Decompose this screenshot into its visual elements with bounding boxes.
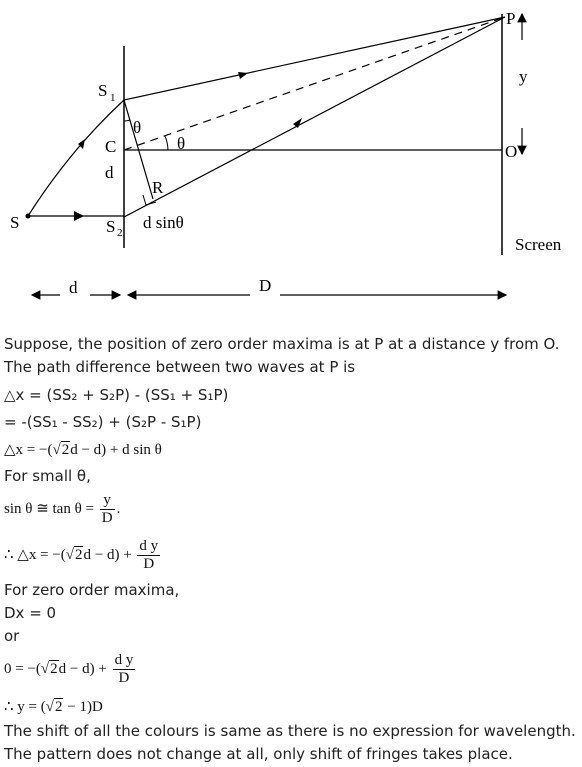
equation-sin-tan: sin θ ≅ tan θ = $\frac{y}{D}$ .	[4, 492, 121, 526]
eq7-part-b: − 1)D	[63, 699, 103, 715]
double-slit-diagram	[0, 0, 582, 312]
label-screen: Screen	[515, 235, 562, 254]
eq3-radicand: 2	[61, 442, 70, 458]
equation-delta-x	[4, 440, 162, 459]
ray-s1-arrow	[238, 72, 248, 79]
ray-s-s2-arrow	[74, 211, 84, 221]
eq6-part-b: d − d) +	[58, 660, 111, 677]
eq6-radicand: 2	[50, 660, 58, 677]
label-C: C	[105, 137, 117, 156]
label-theta-top: θ	[133, 118, 142, 137]
equation-result-y	[4, 697, 103, 716]
label-dsin: d sinθ	[143, 213, 184, 232]
sqrt-symbol: √2	[52, 442, 70, 458]
eq3-part-a: △x = −(	[4, 442, 53, 458]
text-small-theta: For small θ,	[4, 467, 91, 485]
eq5-radicand: 2	[74, 546, 83, 563]
label-S: S	[10, 213, 20, 232]
ray-s1-p	[124, 17, 505, 100]
theta-arc-mid	[165, 136, 168, 150]
equation-expanded: = -(SS₁ - SS₂) + (S₂P - S₁P)	[4, 413, 202, 431]
label-d-left: d	[105, 163, 114, 182]
text-or: or	[4, 627, 20, 645]
sqrt-symbol: √2	[40, 660, 58, 677]
eq3-part-b: d − d) + d sin θ	[70, 442, 162, 458]
eq4-denominator: D	[101, 510, 113, 526]
fraction-dy-D	[137, 538, 160, 573]
ray-s2-arrow	[293, 118, 302, 128]
eq5-part-b: d − d) +	[83, 546, 136, 563]
sqrt-symbol: √2	[45, 699, 63, 715]
fraction-dy-D	[113, 652, 136, 687]
label-theta-mid: θ	[177, 134, 186, 153]
label-S2: S	[106, 217, 116, 236]
dashed-line-c-p	[124, 17, 505, 150]
text-zero-order: For zero order maxima,	[4, 581, 180, 599]
label-d-bottom: d	[69, 278, 78, 297]
label-D-bottom: D	[259, 276, 272, 295]
eq7-part-a: ∴ y = (	[4, 699, 46, 715]
equation-delta-x-small	[4, 538, 162, 573]
sqrt-symbol: √2	[65, 546, 83, 563]
label-P: P	[506, 9, 516, 28]
fraction-y-D	[100, 492, 115, 527]
label-O: O	[505, 142, 518, 161]
eq7-radicand: 2	[54, 699, 63, 715]
eq5-denominator: D	[143, 556, 155, 572]
conclusion-line-2: The pattern does not change at all, only shift of fringes takes place.	[4, 745, 513, 763]
label-S1: S	[98, 81, 108, 100]
ray-s2-p	[124, 17, 505, 217]
eq6-denominator: D	[118, 670, 130, 686]
label-S2-sub: 2	[117, 227, 123, 239]
theta-arc-top	[124, 120, 130, 121]
equation-dx-zero: Dx = 0	[4, 604, 57, 622]
label-S1-sub: 1	[110, 92, 116, 104]
ray-s-s1	[28, 100, 124, 216]
eq6-numerator: d y	[114, 652, 134, 668]
label-R: R	[152, 178, 164, 197]
paragraph-intro: Suppose, the position of zero order maxima is at P at a distance y from O. The path difference between two waves at P is	[4, 335, 560, 376]
equation-zero-condition	[4, 652, 137, 687]
eq5-part-a: ∴ △x = −(	[4, 546, 66, 563]
eq5-numerator: d y	[139, 538, 159, 554]
conclusion-line-1: The shift of all the colours is same as there is no expression for wavelength.	[4, 722, 576, 740]
eq6-part-a: 0 = −(	[4, 660, 41, 677]
eq4-numerator: y	[100, 492, 115, 510]
equation-path-difference: △x = (SS₂ + S₂P) - (SS₁ + S₁P)	[4, 386, 229, 404]
eq4-part-a: sin θ ≅ tan θ =	[4, 500, 98, 517]
source-point	[26, 214, 31, 219]
label-y: y	[519, 67, 528, 86]
